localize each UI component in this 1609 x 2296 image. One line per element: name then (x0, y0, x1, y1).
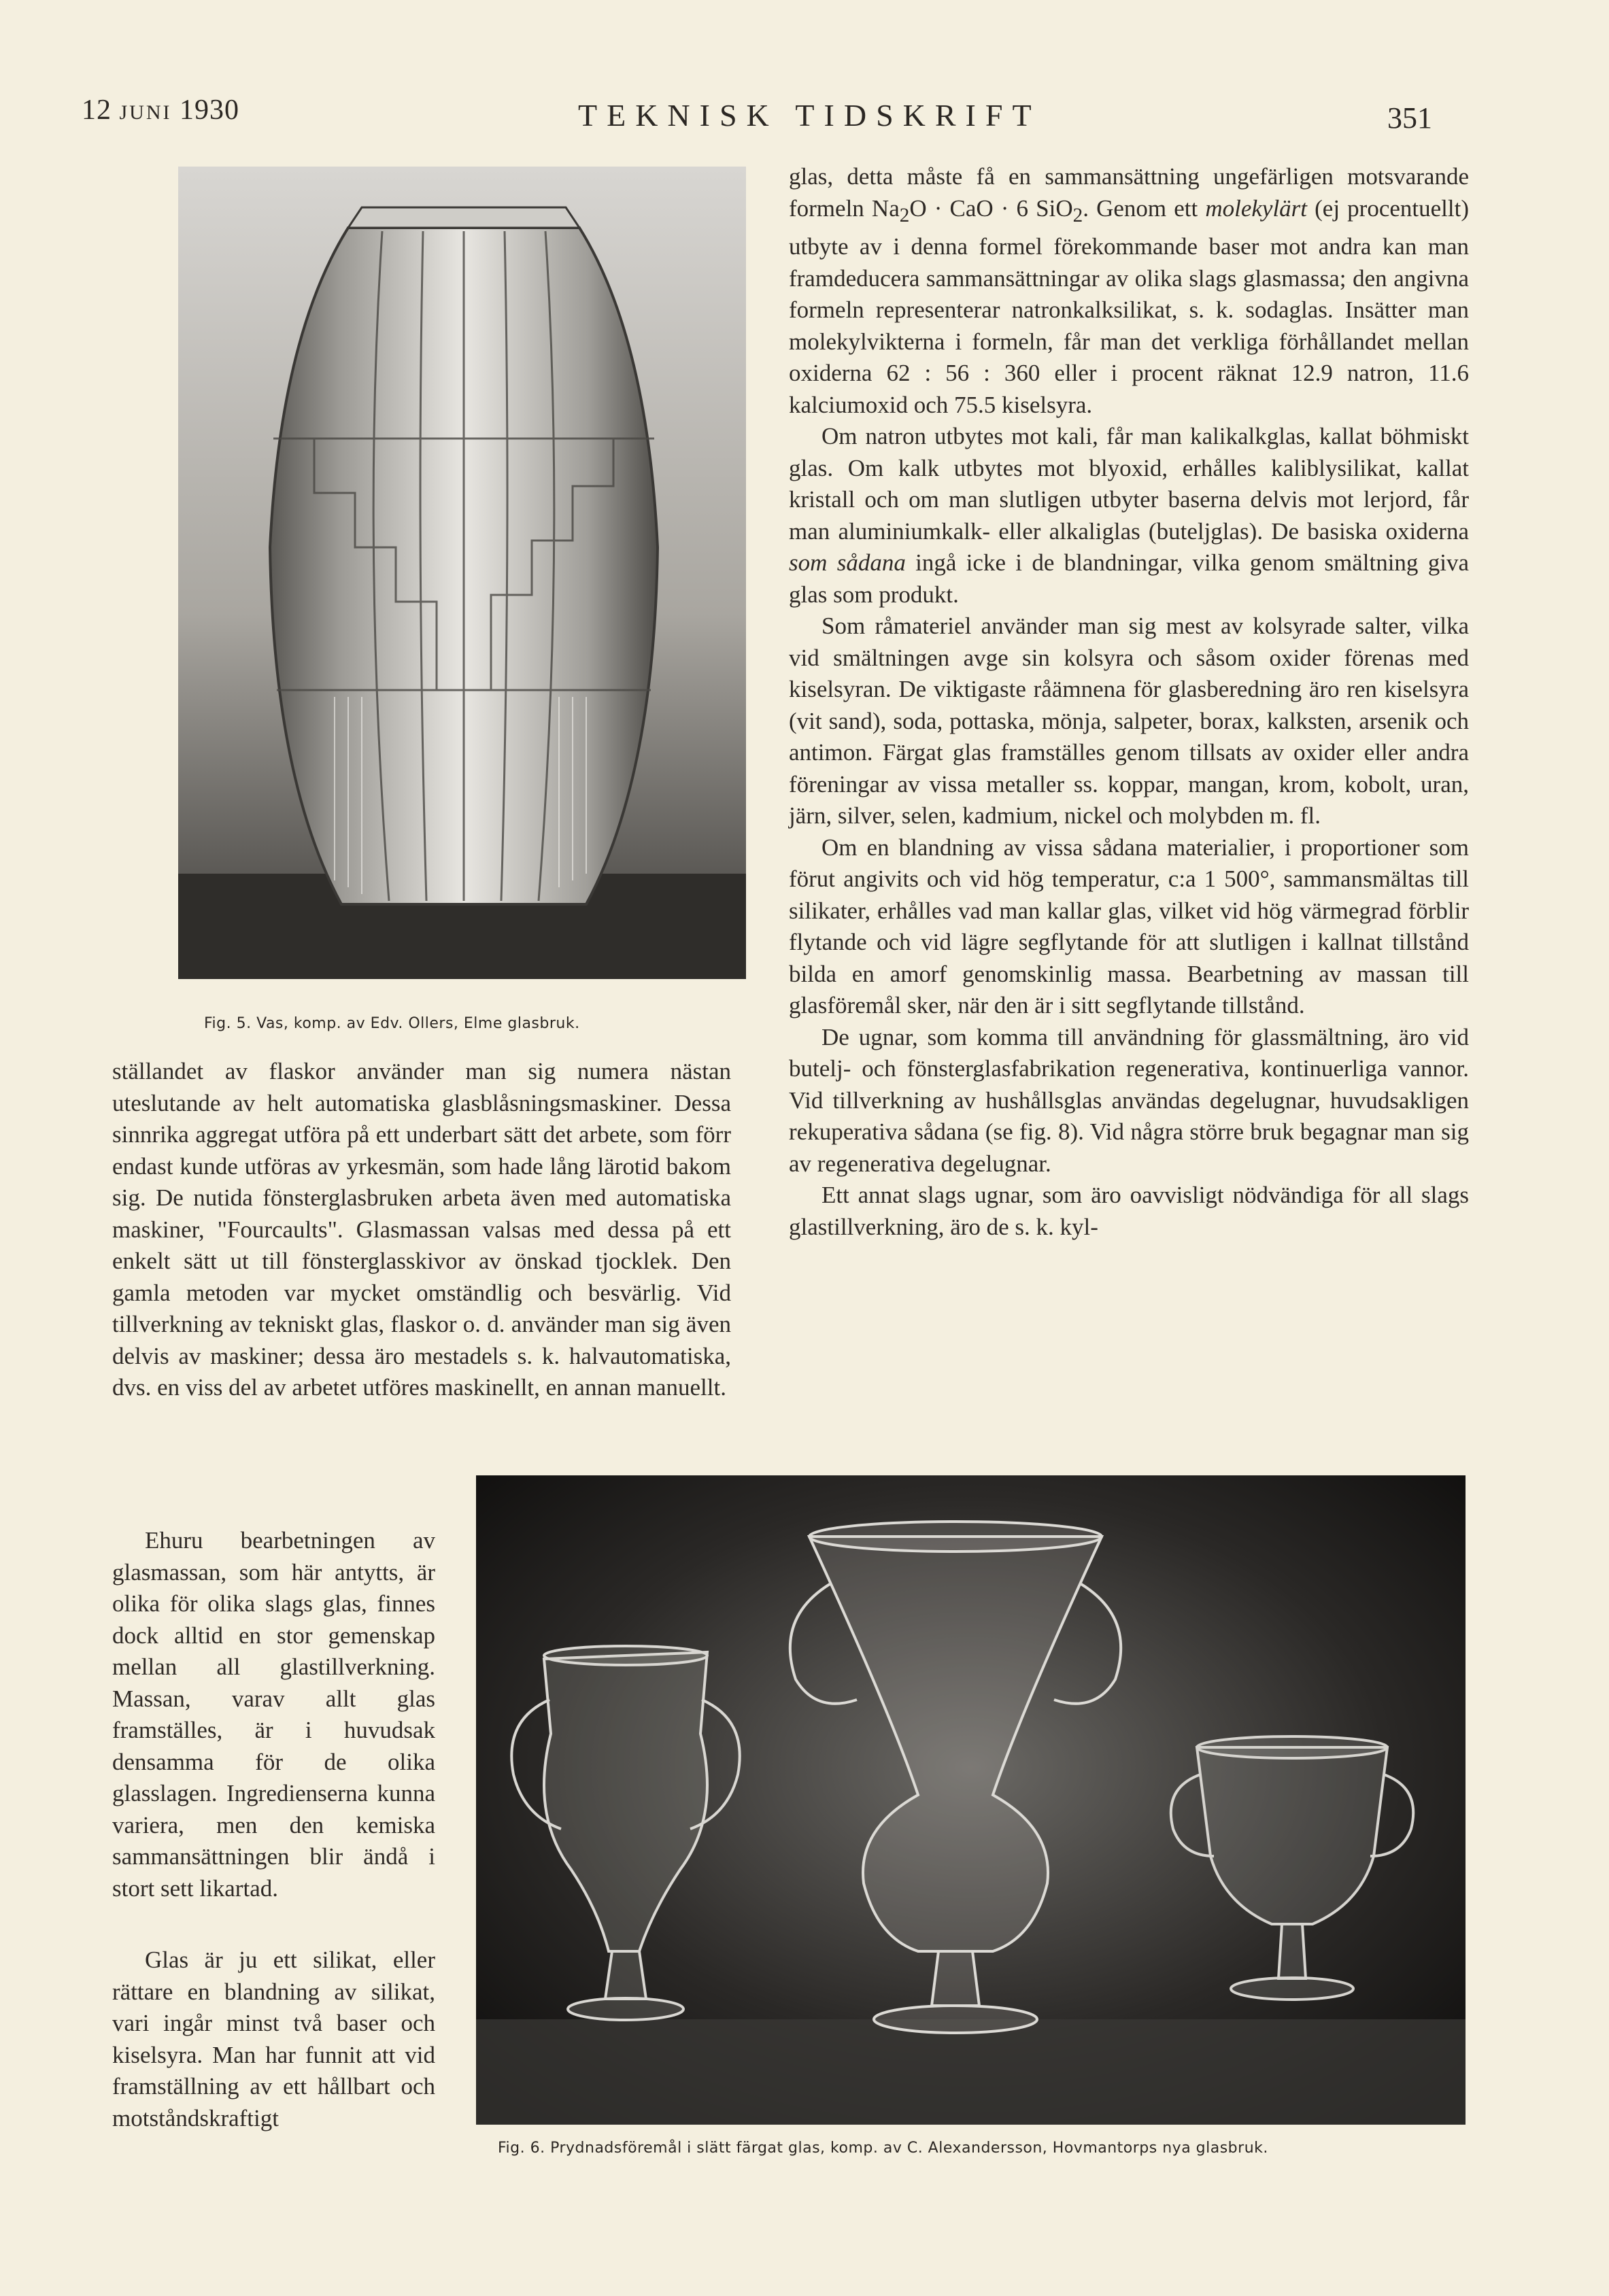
left-p1-text: ställandet av flaskor använder man sig numera nästan uteslutande av helt automatiska glasblåsningsmaskiner. Dessa sinnrika aggregat utföra på ett underbart sätt det arbete, som förr endast kunde utföras av yrkesmän, som hade lång lärotid bakom sig. De nutida fönsterglasbruken arbeta även med automatiska maskiner, "Fourcaults". Glasmassan valsas med dessa på ett enkelt sätt ut till fönsterglasskivor av önskad tjocklek. Den gamla metoden var mycket omständlig och besvärlig. Vid tillverkning av tekniskt glas, flaskor o. d. använder man sig även delvis av maskiner; dessa äro mestadels s. k. halvautomatiska, dvs. en viss del av arbetet utföres maskinellt, en annan manuellt. (112, 1058, 731, 1401)
header-year: 1930 (180, 95, 239, 126)
right-paragraph-4: Om en blandning av vissa sådana materialier, i proportioner som förut angivits och vid hög temperatur, c:a 1 500°, sammansmältas till silikater, erhålles vad man kallar glas, vilket vid hög värmegrad förblir flytande och vid lägre segflytande för att slutligen i kallnat tillstånd bilda en amorf genomskinlig massa. Bearbetning av massan till glasföremål sker, när den är i sitt segflytande tillstånd. (789, 834, 1469, 1018)
left-p2-text: Ehuru bearbetningen av glasmassan, som här antytts, är olika för olika slags glas, finnes dock alltid en stor gemenskap mellan all glastillverkning. Massan, varav allt glas framställes, är i huvudsak densamma för de olika glasslagen. Ingredienserna kunna variera, men den kemiska sammansättningen blir ändå i stort sett likartad. (112, 1527, 435, 1902)
header-date (82, 94, 239, 126)
header-day: 12 (82, 95, 112, 126)
fig5-caption: Fig. 5. Vas, komp. av Edv. Ollers, Elme glasbruk. (204, 1015, 580, 1032)
glassware-illustration (476, 1475, 1466, 2125)
page-number: 351 (1387, 101, 1432, 135)
left-paragraph-1 (112, 1056, 731, 1404)
right-paragraph-6: Ett annat slags ugnar, som äro oavvisligt nödvändiga för all slags glastillverkning, äro de s. k. kyl- (789, 1182, 1469, 1240)
right-paragraph-5: De ugnar, som komma till användning för glassmältning, äro vid butelj- och fönsterglasfabrikation regenerativa, kontinuerliga vannor. Vid tillverkning av hushållsglas användas degelugnar, huvudsakligen rekuperativa sådana (se fig. 8). Vid några större bruk begagnar man sig av regenerativa degelugnar. (789, 1023, 1469, 1177)
left-paragraph-3 (112, 1944, 435, 2134)
fig5-vase-photo (178, 167, 746, 979)
emphasis-molekylart: molekylärt (1205, 194, 1308, 222)
left-paragraph-2 (112, 1525, 435, 1904)
fig6-glassware-photo (476, 1475, 1466, 2125)
right-column (789, 161, 1469, 1243)
left-p3-text: Glas är ju ett silikat, eller rättare en blandning av silikat, vari ingår minst två baser och kiselsyra. Man har funnit att vid framställning av ett hållbart och motståndskraftigt (112, 1947, 435, 2131)
right-paragraph-1: glas, detta måste få en sammansättning ungefärligen motsvarande formeln $Na_2O$ · CaO · 6 SiO$_2$. Genom ett molekylärt (ej procentuellt) utbyte av i denna formel förekommande baser mot andra kan man framdeducera sammansättningar av olika slags glasmassa; den angivna formeln representerar natronkalksilikat, s. k. sodaglas. Insätter man molekylvikterna i formeln, får man det verkliga förhållandet mellan oxiderna 62 : 56 : 360 eller i procent räknat 12.9 natron, 11.6 kalciumoxid och 75.5 kiselsyra. (789, 163, 1469, 418)
fig6-caption: Fig. 6. Prydnadsföremål i slätt färgat glas, komp. av C. Alexandersson, Hovmantorps nya glasbruk. (498, 2140, 1268, 2157)
right-paragraph-3: Som råmateriel använder man sig mest av kolsyrade salter, vilka vid smältningen avge sin kolsyra och såsom oxider förenas med kiselsyran. De viktigaste råämnena för glasberedning äro ren kiselsyra (vit sand), soda, pottaska, mönja, salpeter, borax, kalksten, arsenik och antimon. Färgat glas framställes genom tillsats av oxider eller andra föreningar av vissa metaller ss. koppar, mangan, krom, kobolt, uran, järn, silver, selen, kadmium, nickel och molybden m. fl. (789, 613, 1469, 829)
emphasis-som-sadana: som sådana (789, 549, 906, 576)
header-month: JUNI (119, 101, 172, 124)
vase-illustration (178, 167, 746, 979)
right-paragraph-2: Om natron utbytes mot kali, får man kalikalkglas, kallat böhmiskt glas. Om kalk utbytes mot blyoxid, erhålles kaliblysilikat, kallat kristall och om man slutligen utbyter baserna delvis mot lerjord, får man aluminiumkalk- eller alkaliglas (buteljglas). De basiska oxiderna som sådana ingå icke i de blandningar, vilka genom smältning giva glas som produkt. (789, 423, 1469, 608)
journal-title: TEKNISK TIDSKRIFT (578, 98, 1041, 133)
